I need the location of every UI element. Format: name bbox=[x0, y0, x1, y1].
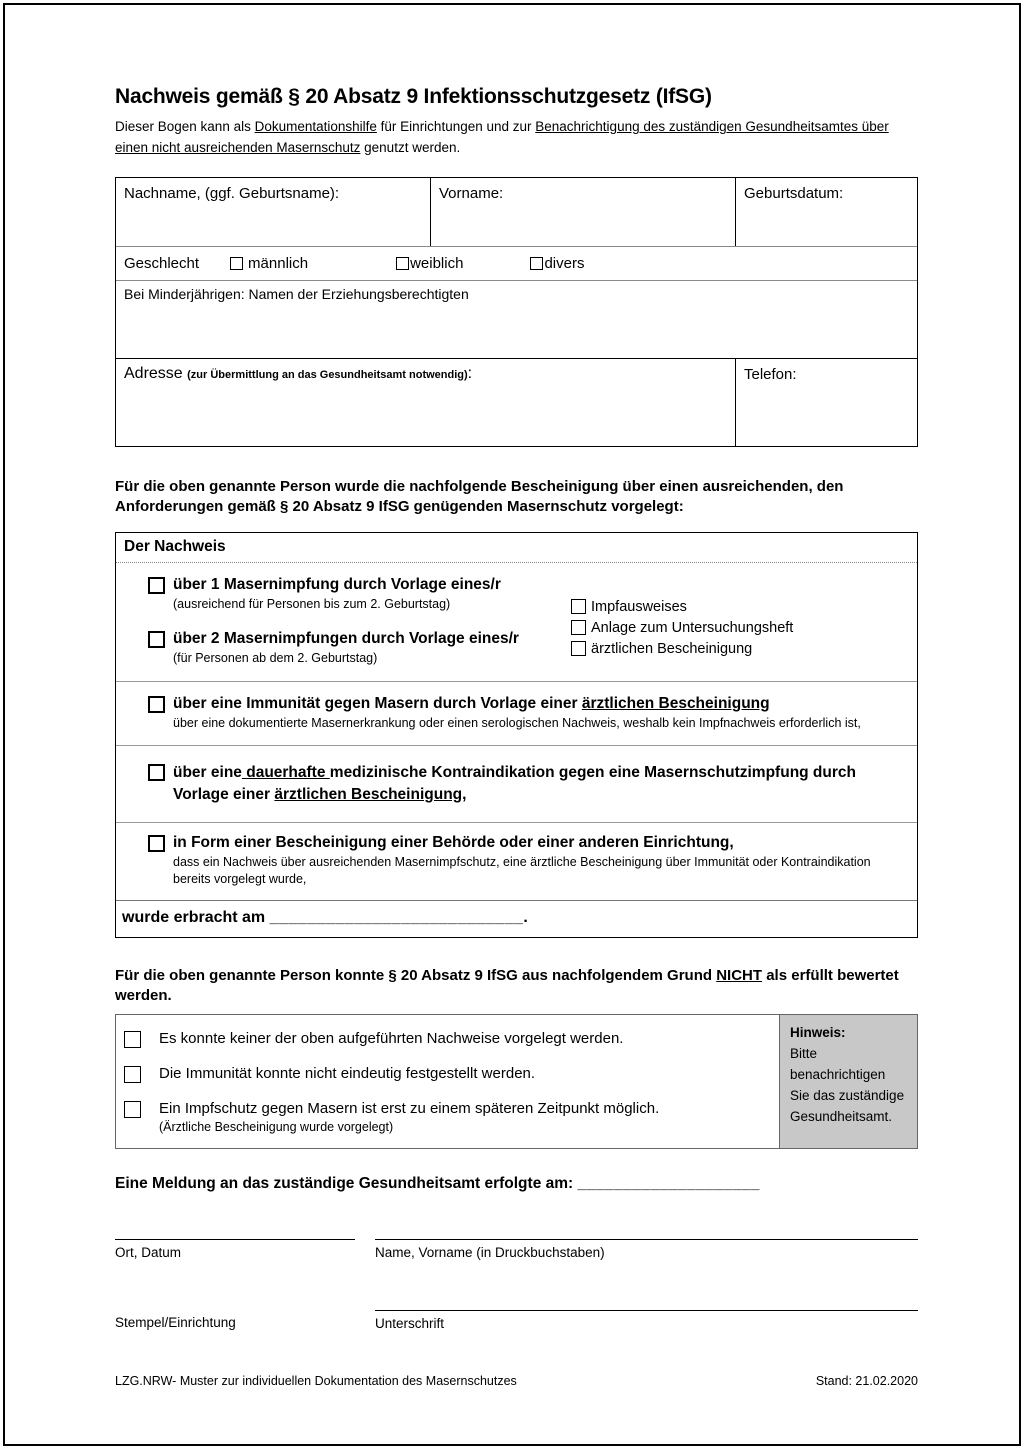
guardians-field[interactable] bbox=[116, 280, 917, 358]
reasons-list bbox=[116, 1015, 779, 1148]
address-colon: : bbox=[467, 365, 473, 382]
impfausweis-checkbox[interactable] bbox=[571, 599, 586, 614]
nachweis-table-header: Der Nachweis bbox=[116, 533, 917, 563]
doc-option-bescheinigung bbox=[571, 638, 793, 659]
option-two-vaccinations bbox=[148, 629, 571, 667]
bescheinigung-checkbox[interactable] bbox=[571, 641, 586, 656]
option-contraindication bbox=[148, 762, 909, 806]
authority-certificate-checkbox[interactable] bbox=[148, 835, 165, 852]
place-date-label: Ort, Datum bbox=[115, 1245, 182, 1260]
firstname-label: Vorname: bbox=[439, 185, 504, 202]
guardians-label: Bei Minderjährigen: Namen der Erziehungsberechtigten bbox=[124, 286, 469, 302]
male-label: männlich bbox=[248, 255, 309, 272]
phone-field[interactable] bbox=[736, 359, 917, 446]
firstname-field[interactable] bbox=[431, 178, 736, 246]
hinweis-box bbox=[779, 1015, 917, 1148]
name-label: Name, Vorname (in Druckbuchstaben) bbox=[375, 1245, 605, 1260]
contraindication-checkbox[interactable] bbox=[148, 764, 165, 781]
gender-option-diverse bbox=[530, 255, 584, 272]
address-row bbox=[116, 358, 917, 446]
vaccination-options bbox=[148, 575, 571, 667]
untersuchungsheft-checkbox[interactable] bbox=[571, 620, 586, 635]
address-field[interactable] bbox=[116, 359, 736, 446]
reason-later-vaccination bbox=[124, 1099, 771, 1136]
bescheinigung-label: ärztlichen Bescheinigung bbox=[591, 640, 753, 657]
one-vaccination-checkbox[interactable] bbox=[148, 577, 165, 594]
authority-certificate-sub: dass ein Nachweis über ausreichenden Masernimpfschutz, eine ärztliche Bescheinigung über Immunität oder Kontraindikation bereits vorgelegt wurde, bbox=[173, 855, 871, 886]
birthdate-field[interactable] bbox=[736, 178, 917, 246]
signature-row-1 bbox=[115, 1239, 918, 1260]
footer-version-date: Stand: 21.02.2020 bbox=[815, 1374, 918, 1388]
provided-on-period: . bbox=[523, 909, 528, 926]
reason-immunity-unclear-checkbox[interactable] bbox=[124, 1066, 141, 1083]
authority-certificate-row bbox=[116, 823, 917, 901]
signature-label: Unterschrift bbox=[375, 1316, 445, 1331]
female-label: weiblich bbox=[410, 255, 464, 272]
page-title: Nachweis gemäß § 20 Absatz 9 Infektionsschutzgesetz (IfSG) bbox=[115, 85, 712, 108]
impfausweis-label: Impfausweises bbox=[591, 598, 687, 615]
one-vaccination-sub: (ausreichend für Personen bis zum 2. Geburtstag) bbox=[173, 597, 451, 611]
place-date-block bbox=[115, 1239, 355, 1260]
gender-label: Geschlecht bbox=[124, 255, 200, 272]
male-checkbox[interactable] bbox=[230, 257, 243, 270]
subtitle-text: Dieser Bogen kann als bbox=[115, 119, 255, 134]
option-one-vaccination bbox=[148, 575, 571, 613]
gender-row bbox=[116, 246, 917, 280]
subtitle-text-mid: für Einrichtungen und zur bbox=[376, 119, 536, 134]
page-footer bbox=[115, 1374, 918, 1388]
vaccination-options-row bbox=[116, 563, 917, 682]
immunity-label: über eine Immunität gegen Masern durch Vorlage einer ärztlichen Bescheinigung bbox=[173, 695, 770, 712]
not-fulfilled-intro: Für die oben genannte Person konnte § 20 Absatz 9 IfSG aus nachfolgendem Grund NICHT als erfüllt bewertet werden. bbox=[115, 967, 899, 1004]
contraindication-label: über eine dauerhafte medizinische Kontraindikation gegen eine Masernschutzimpfung durch Vorlage einer ärztlichen Bescheinigung, bbox=[173, 764, 856, 803]
doc-option-impfausweis bbox=[571, 596, 793, 617]
reason-immunity-unclear-label: Die Immunität konnte nicht eindeutig festgestellt werden. bbox=[159, 1065, 536, 1082]
authority-certificate-label: in Form einer Bescheinigung einer Behörde oder einer anderen Einrichtung, bbox=[173, 834, 734, 851]
lastname-field[interactable] bbox=[116, 178, 431, 246]
reason-no-proof bbox=[124, 1029, 771, 1049]
immunity-row bbox=[116, 682, 917, 746]
provided-on-line bbox=[116, 901, 917, 937]
immunity-checkbox[interactable] bbox=[148, 696, 165, 713]
diverse-label: divers bbox=[544, 255, 585, 272]
subtitle-underlined-1: Dokumentationshilfe bbox=[254, 119, 377, 134]
reason-later-vaccination-checkbox[interactable] bbox=[124, 1101, 141, 1118]
footer-source: LZG.NRW- Muster zur individuellen Dokumentation des Masernschutzes bbox=[115, 1374, 517, 1388]
one-vaccination-label: über 1 Masernimpfung durch Vorlage eines/r bbox=[173, 576, 501, 593]
report-date-blank[interactable]: ____________________ bbox=[577, 1175, 760, 1192]
signature-row-2 bbox=[115, 1310, 918, 1331]
subtitle-underlined-2: Benachrichtigung des zuständigen Gesundheitsamtes über einen nicht ausreichenden Masernschutz bbox=[115, 119, 889, 155]
reason-immunity-unclear bbox=[124, 1064, 771, 1084]
hinweis-title: Hinweis: bbox=[790, 1025, 846, 1040]
reason-no-proof-checkbox[interactable] bbox=[124, 1031, 141, 1048]
gender-option-female bbox=[396, 255, 463, 272]
person-data-table bbox=[115, 177, 918, 447]
fulfilled-intro: Für die oben genannte Person wurde die nachfolgende Bescheinigung über einen ausreichenden, den Anforderungen gemäß § 20 Absatz 9 IfSG genügenden Masernschutz vorgelegt: bbox=[115, 478, 844, 515]
name-block bbox=[375, 1239, 918, 1260]
two-vaccinations-label: über 2 Masernimpfungen durch Vorlage eines/r bbox=[173, 630, 519, 647]
reason-no-proof-label: Es konnte keiner der oben aufgeführten Nachweise vorgelegt werden. bbox=[159, 1030, 624, 1047]
subtitle-text-post: genutzt werden. bbox=[360, 140, 461, 155]
stamp-label: Stempel/Einrichtung bbox=[115, 1315, 236, 1330]
option-authority-certificate bbox=[148, 833, 909, 888]
untersuchungsheft-label: Anlage zum Untersuchungsheft bbox=[591, 619, 794, 636]
diverse-checkbox[interactable] bbox=[530, 257, 543, 270]
gender-option-male bbox=[230, 255, 308, 272]
phone-label: Telefon: bbox=[744, 366, 797, 383]
stamp-block bbox=[115, 1310, 355, 1331]
two-vaccinations-sub: (für Personen ab dem 2. Geburtstag) bbox=[173, 651, 378, 665]
nachweis-table bbox=[115, 532, 918, 938]
form-subtitle bbox=[115, 116, 918, 158]
provided-on-date-blank[interactable]: ___________________________ bbox=[269, 909, 524, 926]
immunity-sub: über eine dokumentierte Masernerkrankung oder einen serologischen Nachweis, weshalb kein Impfnachweis erforderlich ist, bbox=[173, 716, 861, 730]
reason-later-vaccination-label: Ein Impfschutz gegen Masern ist erst zu einem späteren Zeitpunkt möglich. bbox=[159, 1100, 660, 1117]
provided-on-label: wurde erbracht am bbox=[122, 909, 270, 926]
hinweis-body: Bitte benachrichtigen Sie das zuständige Gesundheitsamt. bbox=[790, 1046, 905, 1124]
doc-option-untersuchungsheft bbox=[571, 617, 793, 638]
document-type-options bbox=[571, 575, 793, 667]
option-immunity bbox=[148, 694, 909, 732]
two-vaccinations-checkbox[interactable] bbox=[148, 631, 165, 648]
lastname-label: Nachname, (ggf. Geburtsname): bbox=[124, 185, 340, 202]
contraindication-row bbox=[116, 746, 917, 823]
name-row bbox=[116, 178, 917, 246]
address-note: (zur Übermittlung an das Gesundheitsamt notwendig) bbox=[187, 369, 468, 381]
reason-later-vaccination-sub: (Ärztliche Bescheinigung wurde vorgelegt) bbox=[159, 1120, 394, 1134]
birthdate-label: Geburtsdatum: bbox=[744, 185, 844, 202]
report-label: Eine Meldung an das zuständige Gesundheitsamt erfolgte am: bbox=[115, 1175, 578, 1192]
female-checkbox[interactable] bbox=[396, 257, 409, 270]
report-line bbox=[115, 1175, 918, 1193]
form-content bbox=[115, 84, 918, 1388]
signature-block bbox=[375, 1310, 918, 1331]
reasons-table bbox=[115, 1014, 918, 1149]
address-label: Adresse bbox=[124, 365, 188, 382]
